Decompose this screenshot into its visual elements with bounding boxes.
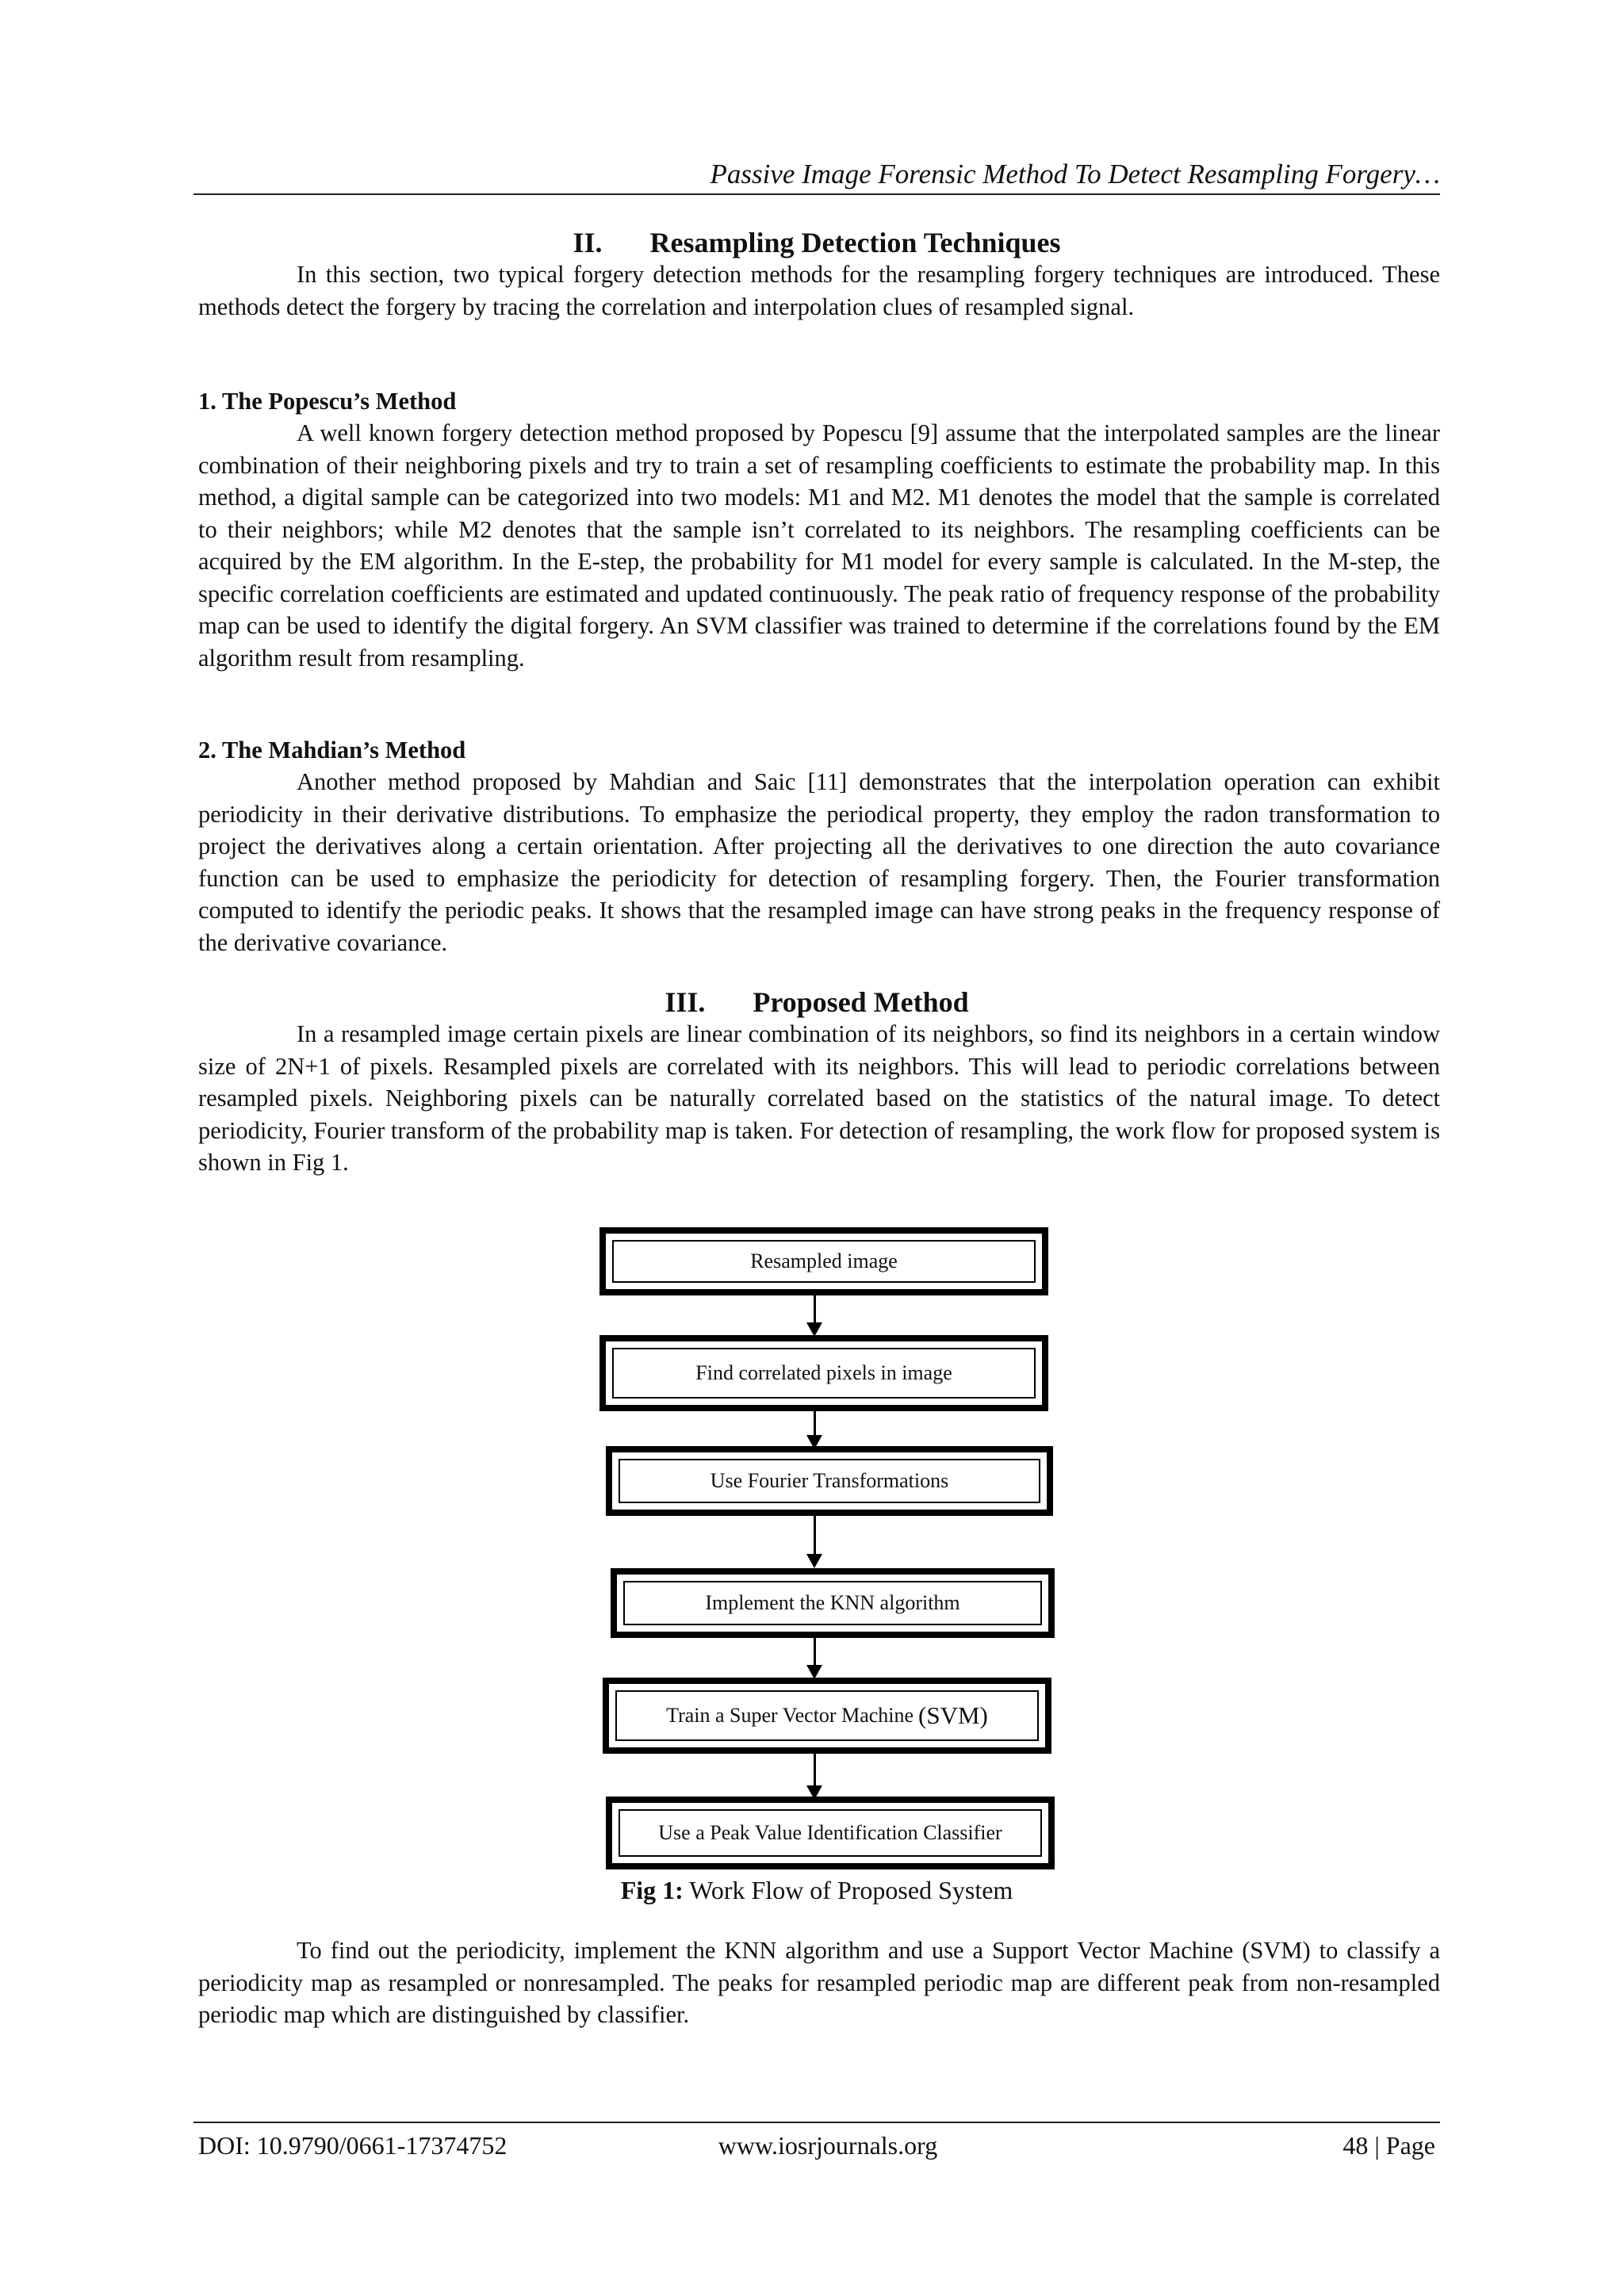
- flow-step-4-label: Implement the KNN algorithm: [623, 1581, 1042, 1625]
- flow-step-5-text: Train a Super Vector Machine: [666, 1704, 914, 1727]
- footer-rule: [193, 2122, 1440, 2123]
- section-2-heading: [193, 225, 1440, 260]
- flow-step-4: [611, 1568, 1055, 1638]
- running-title: Passive Image Forensic Method To Detect Resampling Forgery…: [710, 159, 1440, 189]
- figure-caption-label: Fig 1:: [620, 1876, 684, 1904]
- flow-step-2-label: Find correlated pixels in image: [612, 1348, 1036, 1399]
- flow-step-5: [603, 1678, 1051, 1754]
- section-3-after-figure: To find out the periodicity, implement the KNN algorithm and use a Support Vector Machine (SVM) to classify a periodicity map as resampled or nonresampled. The peaks for resampled periodic map are different peak from non-resampled periodic map which are distinguished by classifier.: [198, 1937, 1440, 2028]
- flow-step-3: [606, 1446, 1053, 1516]
- section-2-title: Resampling Detection Techniques: [649, 227, 1061, 258]
- subsection-2-title: 2. The Mahdian’s Method: [198, 737, 466, 763]
- section-2-number: II.: [573, 227, 603, 258]
- flow-step-5-suffix: (SVM): [918, 1701, 988, 1729]
- section-3-heading: [193, 985, 1440, 1020]
- figure-caption-text: Work Flow of Proposed System: [689, 1876, 1013, 1904]
- header-rule: [193, 193, 1440, 195]
- subsection-2-text: Another method proposed by Mahdian and Saic [11] demonstrates that the interpolation operation can exhibit periodicity in their derivative distributions. To emphasize the periodical property, they employ the radon transformation to project the derivatives along a certain orientation. After projecting all the derivatives to one direction the auto covariance function can be used to emphasize the periodicity for detection of resampling forgery. Then, the Fourier transformation computed to identify the periodic peaks. It shows that the resampled image can have strong peaks in the frequency response of the derivative covariance.: [198, 768, 1440, 956]
- flow-step-5-label: [615, 1690, 1039, 1741]
- subsection-1-text: A well known forgery detection method proposed by Popescu [9] assume that the interpolated samples are the linear combination of their neighboring pixels and try to train a set of resampling coefficients to estimate the probability map. In this method, a digital sample can be categorized into two models: M1 and M2. M1 denotes the model that the sample is correlated to their neighbors; while M2 denotes that the sample isn’t correlated to its neighbors. The resampling coefficients can be acquired by the EM algorithm. In the E-step, the probability for M1 model for every sample is calculated. In the M-step, the specific correlation coefficients are estimated and updated continuously. The peak ratio of frequency response of the probability map can be used to identify the digital forgery. An SVM classifier was trained to determine if the correlations found by the EM algorithm result from resampling.: [198, 419, 1440, 672]
- subsection-1-title: 1. The Popescu’s Method: [198, 388, 457, 415]
- section-3-title: Proposed Method: [753, 986, 969, 1018]
- footer-doi: DOI: 10.9790/0661-17374752: [198, 2131, 508, 2160]
- section-3-number: III.: [665, 986, 706, 1018]
- footer-page-number: 48 | Page: [1342, 2131, 1435, 2160]
- flow-step-6-label: Use a Peak Value Identification Classifier: [619, 1809, 1042, 1857]
- flow-step-3-label: Use Fourier Transformations: [619, 1459, 1040, 1503]
- flow-step-2: [599, 1335, 1048, 1411]
- flow-step-6: [606, 1797, 1055, 1869]
- figure-caption: [193, 1874, 1440, 1906]
- flow-step-1-label: Resampled image: [612, 1240, 1036, 1283]
- flow-arrowhead-3: [806, 1554, 822, 1568]
- section-2-intro: In this section, two typical forgery detection methods for the resampling forgery techniques are introduced. These methods detect the forgery by tracing the correlation and interpolation clues of resampled signal.: [198, 261, 1440, 320]
- section-3-intro: In a resampled image certain pixels are linear combination of its neighbors, so find its neighbors in a certain window size of 2N+1 of pixels. Resampled pixels are correlated with its neighbors. This will lead to periodic correlations between resampled pixels. Neighboring pixels can be naturally correlated based on the statistics of the natural image. To detect periodicity, Fourier transform of the probability map is taken. For detection of resampling, the work flow for proposed system is shown in Fig 1.: [198, 1020, 1440, 1176]
- footer-website-link[interactable]: www.iosrjournals.org: [718, 2131, 938, 2160]
- flow-step-1: [599, 1227, 1048, 1295]
